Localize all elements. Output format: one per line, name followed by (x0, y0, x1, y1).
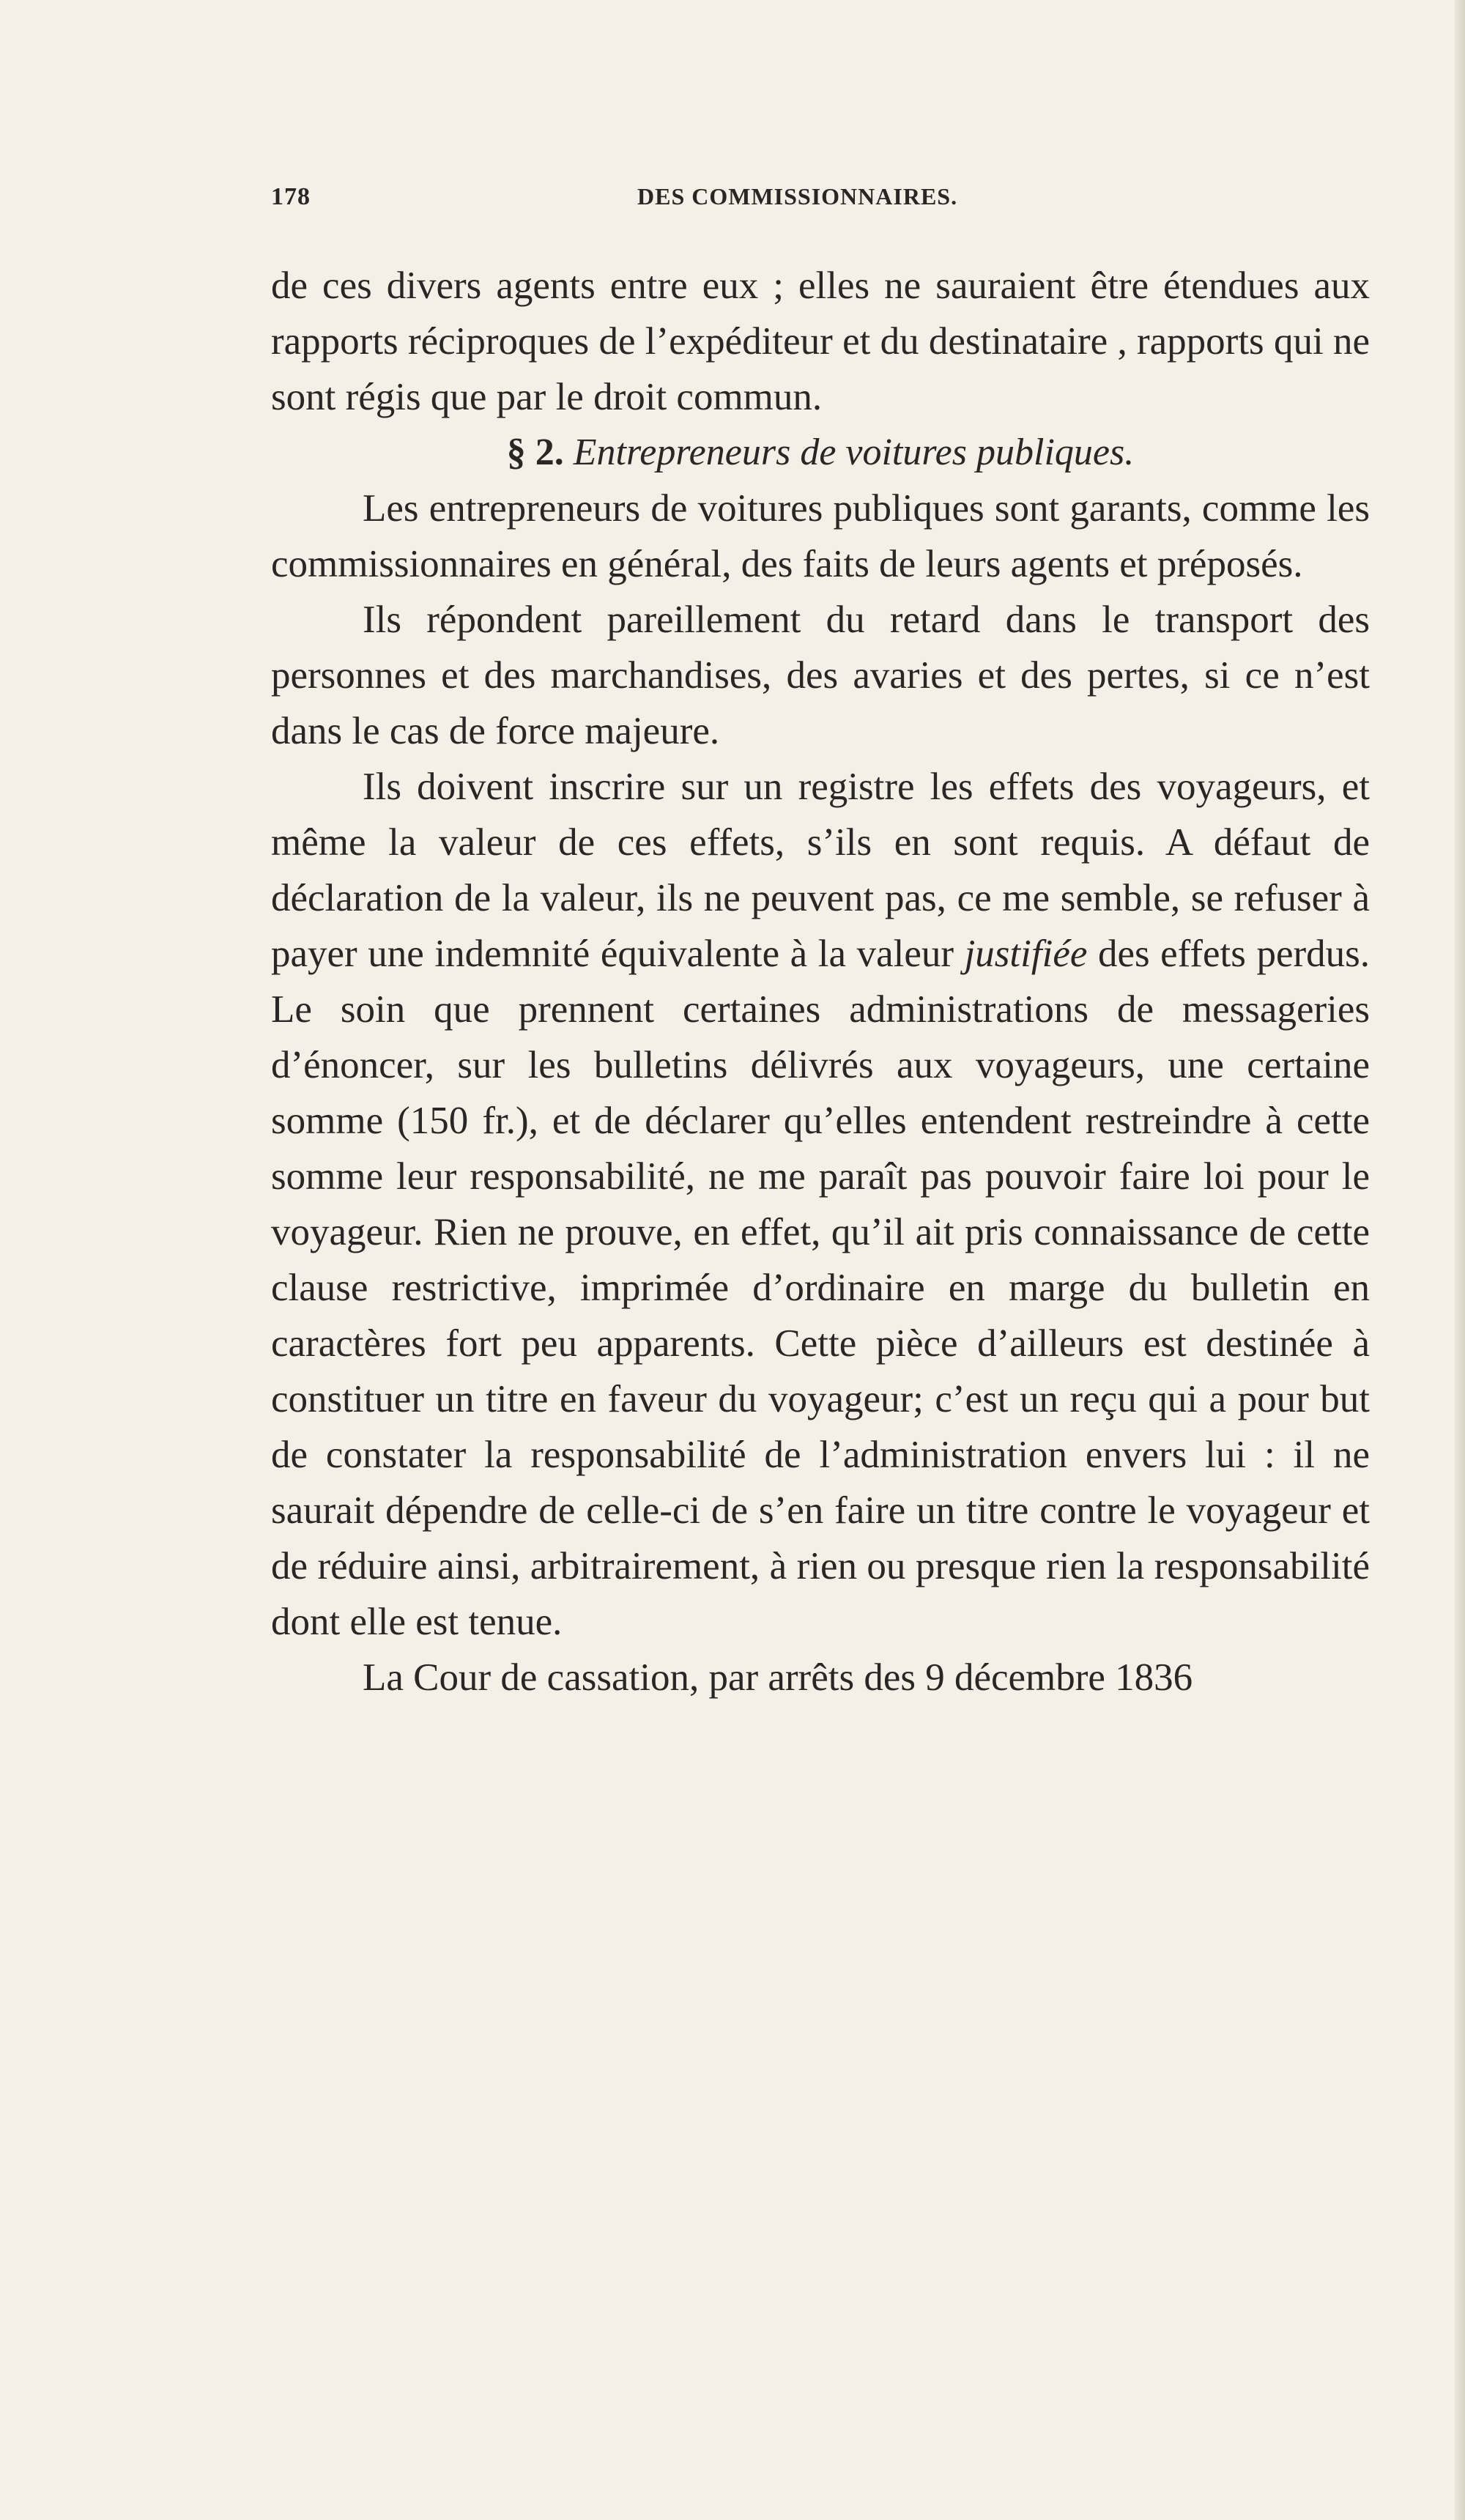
paragraph-3 (271, 759, 1370, 1650)
book-page (271, 183, 1370, 1705)
paragraph-3-before-emphasis: Ils doivent inscrire sur un registre les effets des voyageurs, et même la valeur de ces effets, s’ils en sont requis. A défaut de déclaration de la valeur, ils ne peuvent pas, ce me semble, se refuser à payer une indemnité équivalente à la valeur (271, 766, 1370, 975)
paragraph-3-after-emphasis: des effets perdus. Le soin que prennent certaines administrations de messageries d’énoncer, sur les bulletins délivrés aux voyageurs, une certaine somme (150 fr.), et de déclarer qu’elles entendent restreindre à cette somme leur responsabilité, ne me paraît pas pouvoir faire loi pour le voyageur. Rien ne prouve, en effet, qu’il ait pris connaissance de cette clause restrictive, imprimée d’ordinaire en marge du bulletin en caractères fort peu apparents. Cette pièce d’ailleurs est destinée à constituer un titre en faveur du voyageur; c’est un reçu qui a pour but de constater la responsabilité de l’administration envers lui : il ne saurait dépendre de celle-ci de s’en faire un titre contre le voyageur et de réduire ainsi, arbitrairement, à rien ou presque rien la responsabilité dont elle est tenue. (271, 933, 1370, 1643)
paragraph-2: Ils répondent pareillement du retard dans le transport des personnes et des marchandises, des avaries et des pertes, si ce n’est dans le cas de force majeure. (271, 598, 1370, 752)
running-head: DES COMMISSIONNAIRES. (637, 183, 958, 210)
section-title: Entrepreneurs de voitures publiques. (573, 431, 1135, 473)
paragraph-1: Les entrepreneurs de voitures publiques sont garants, comme les commissionnaires en général, des faits de leurs agents et préposés. (271, 487, 1370, 585)
emphasized-word: justifiée (964, 933, 1088, 975)
paragraph-4: La Cour de cassation, par arrêts des 9 décembre 1836 (363, 1656, 1193, 1699)
continued-paragraph: de ces divers agents entre eux ; elles ne sauraient être étendues aux rapports réciproques de l’expéditeur et du destinataire , rapports qui ne sont régis que par le droit commun. (271, 264, 1370, 418)
section-mark: § 2. (506, 431, 564, 473)
page-number: 178 (271, 183, 311, 210)
page-body (271, 258, 1370, 1705)
section-heading (271, 425, 1370, 481)
page-edge (1455, 0, 1465, 2520)
page-header (271, 183, 1370, 220)
